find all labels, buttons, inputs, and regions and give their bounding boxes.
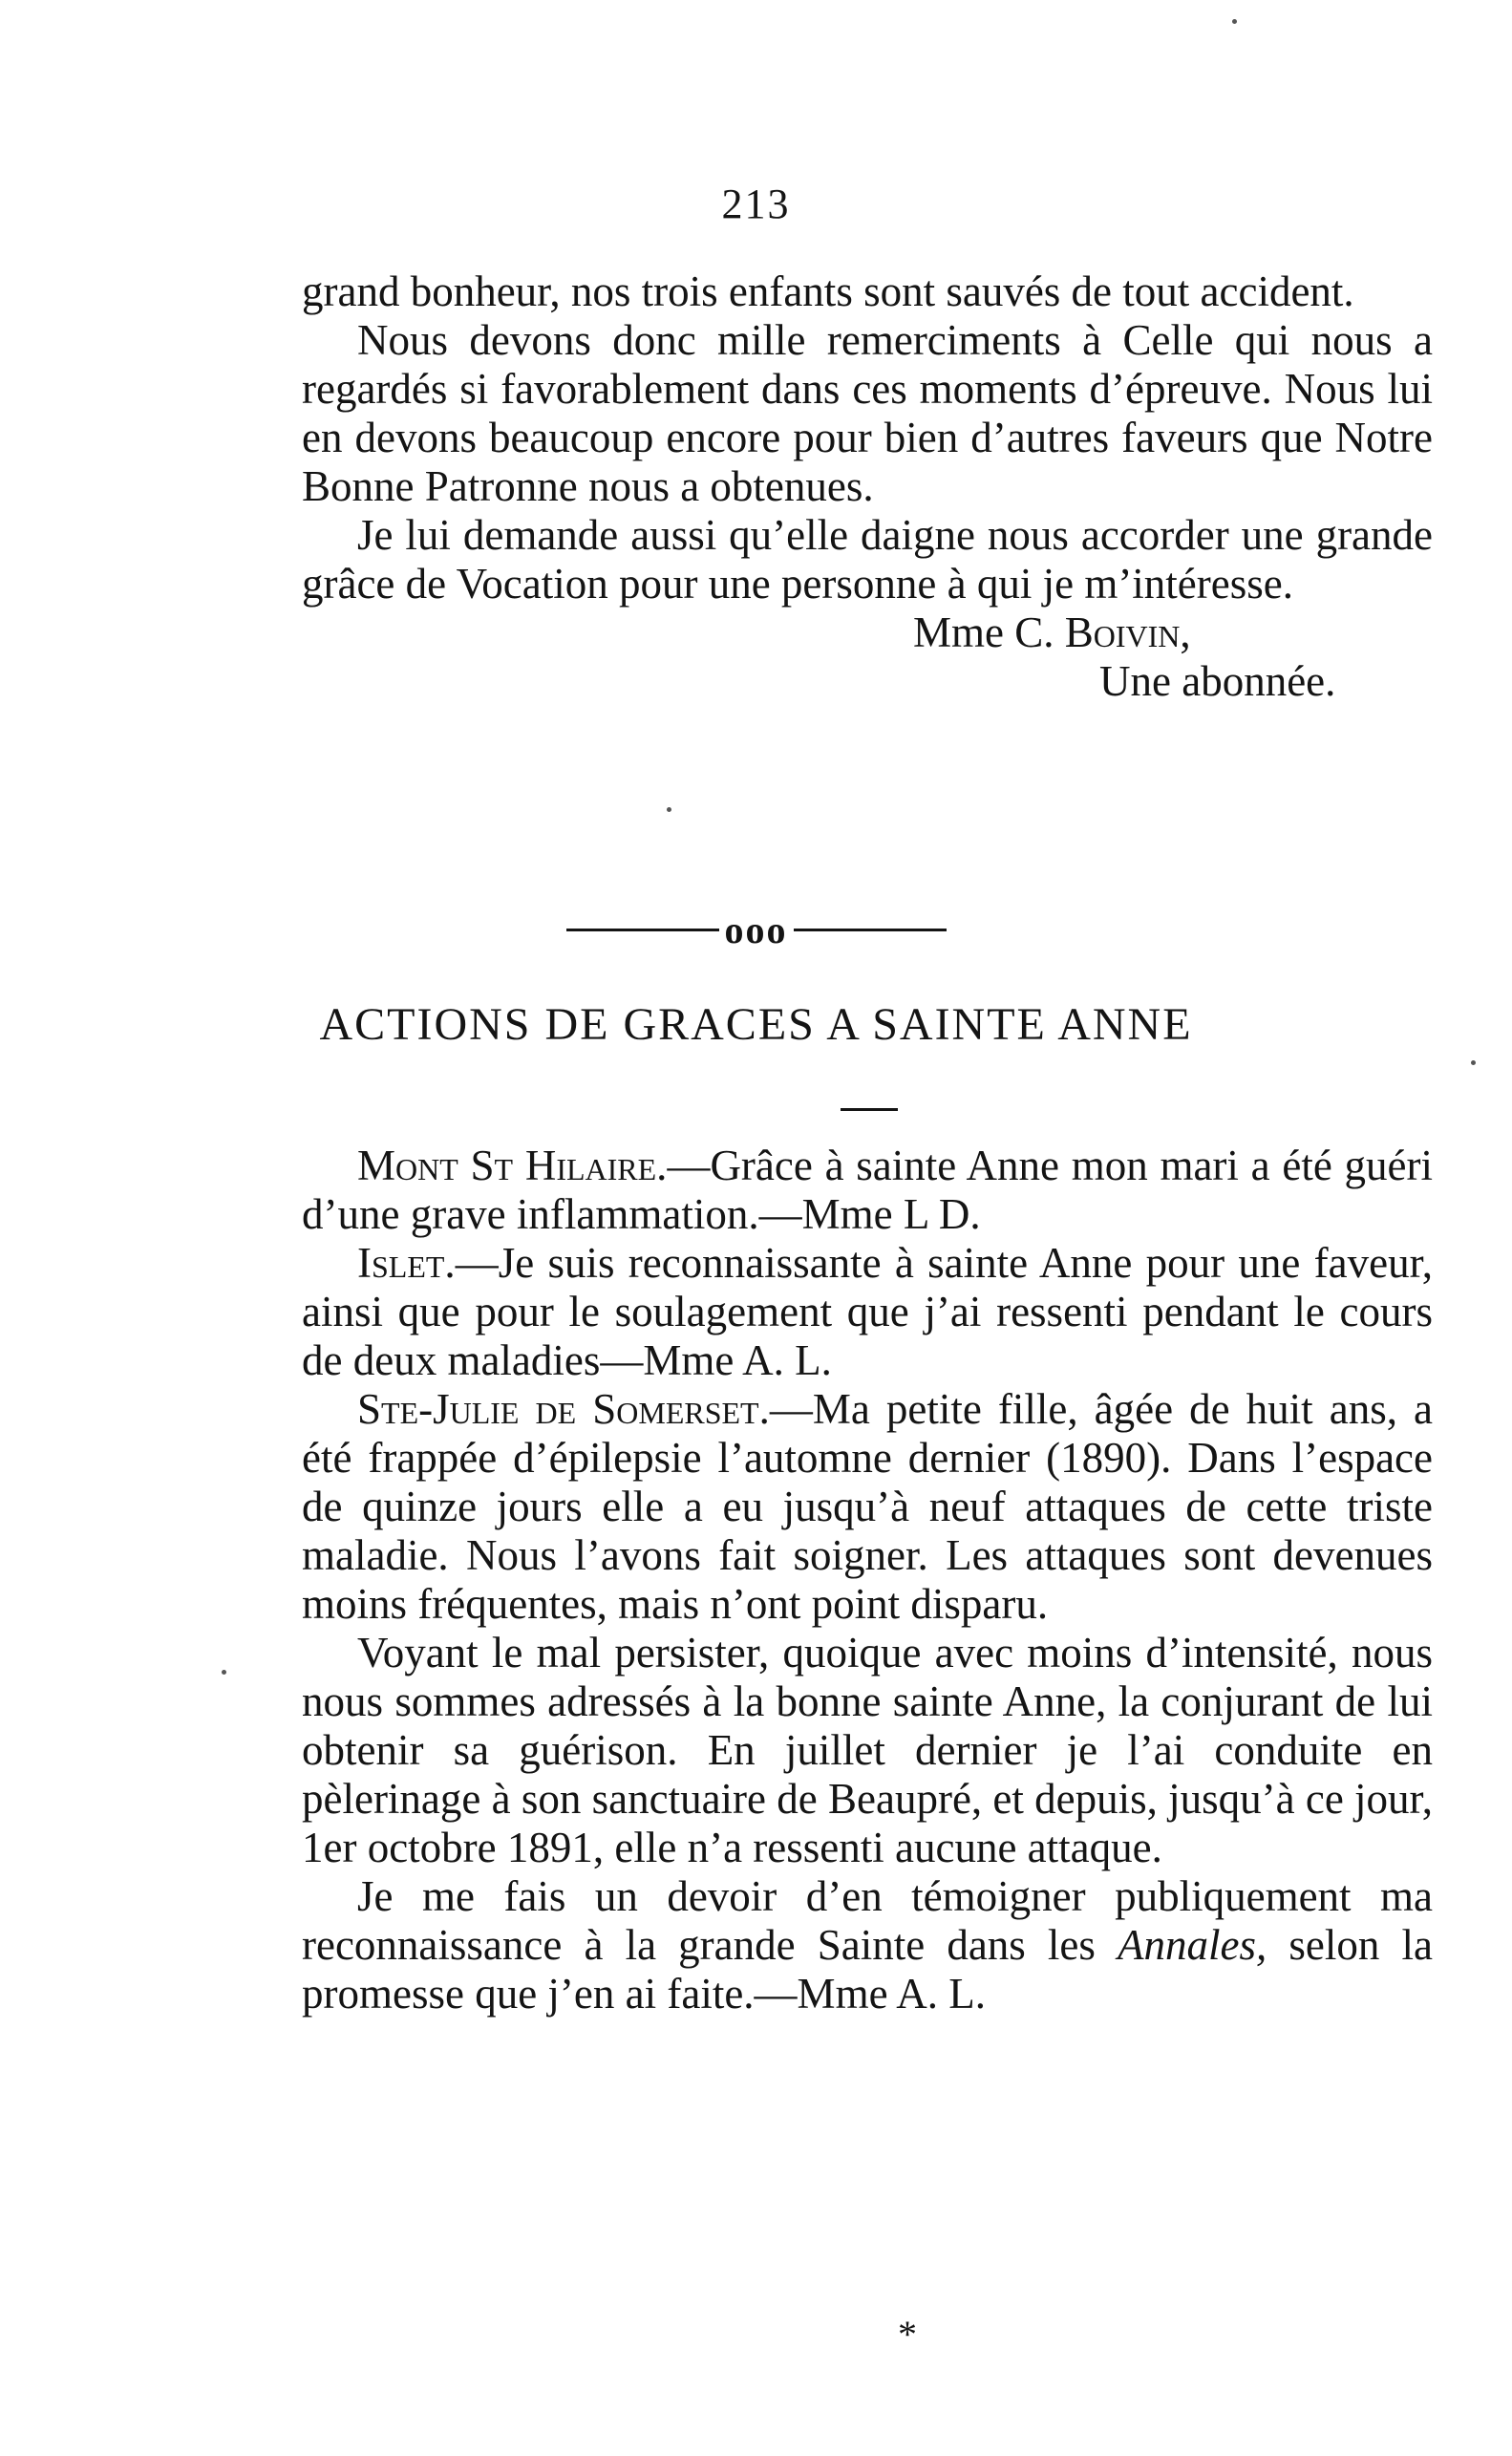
annales-italic: Annales, bbox=[1118, 1921, 1267, 1969]
scan-speck bbox=[222, 1670, 226, 1675]
page-number: 213 bbox=[721, 181, 791, 227]
section-title: ACTIONS DE GRACES A SAINTE ANNE bbox=[319, 999, 1193, 1050]
footer-mark: * bbox=[898, 2313, 917, 2356]
paragraph-thanks: Nous devons donc mille remerciments à Celle qui nous a regardés si favorablement dans ces moments d’épreuve. Nous lui en devons beaucoup encore pour bien d’autres faveurs que Notre Bonne Patronne nous a obtenues. bbox=[302, 316, 1433, 510]
entry-place: Ste-Julie de Somerset. bbox=[357, 1385, 770, 1433]
entry-text: —Je suis reconnaissante à sainte Anne pour une faveur, ainsi que pour le soulagement que j’ai ressenti pendant le cours de deux maladies—Mme A. L. bbox=[302, 1239, 1433, 1384]
scan-speck bbox=[667, 807, 671, 812]
paragraph-continuation: grand bonheur, nos trois enfants sont sauvés de tout accident. bbox=[302, 267, 1354, 315]
entry-islet bbox=[302, 1239, 1433, 1385]
entries-block bbox=[302, 1142, 1433, 2018]
separator-line-left bbox=[566, 929, 719, 931]
separator-ornament bbox=[0, 906, 1512, 951]
top-text-block bbox=[302, 267, 1433, 706]
entry-mont-st-hilaire bbox=[302, 1142, 1433, 1239]
signature-place: Une abonnée. bbox=[1099, 657, 1336, 705]
entry-place: Islet. bbox=[357, 1239, 456, 1287]
paragraph-request: Je lui demande aussi qu’elle daigne nous accorder une grande grâce de Vocation pour une personne à qui je m’intéresse. bbox=[302, 511, 1433, 608]
scan-speck bbox=[1471, 1060, 1476, 1065]
entry-text: —Grâce à sainte Anne mon mari a été guéri d’une grave inflammation.—Mme L D. bbox=[302, 1142, 1433, 1238]
entry-place: Mont St Hilaire. bbox=[357, 1142, 668, 1189]
separator-mark: ooo bbox=[724, 908, 788, 951]
short-divider bbox=[841, 1108, 898, 1111]
signature-name: Mme C. Boivin, bbox=[913, 609, 1191, 656]
separator-line-right bbox=[794, 929, 947, 931]
entry-text: —Ma petite fille, âgée de huit ans, a été frappée d’épilepsie l’automne dernier (1890). Dans l’espace de quinze jours elle a eu jusqu’à neuf attaques de cette triste maladie. Nous l’avons fait soigner. Les attaques sont devenues moins fréquentes, mais n’ont point disparu. bbox=[302, 1385, 1433, 1628]
scan-speck bbox=[1232, 19, 1237, 24]
paragraph-pilgrimage: Voyant le mal persister, quoique avec moins d’intensité, nous nous sommes adressés à la bonne sainte Anne, la conjurant de lui obtenir sa guérison. En juillet dernier je l’ai conduite en pèlerinage à son sanctuaire de Beaupré, et depuis, jusqu’à ce jour, 1er octobre 1891, elle n’a ressenti aucune attaque. bbox=[302, 1629, 1433, 1871]
paragraph-final: Je me fais un devoir d’en témoigner publiquement ma reconnaissance à la grande Sainte dans les Annales, selon la promesse que j’en ai faite.—Mme A. L. bbox=[302, 1872, 1433, 2018]
entry-ste-julie bbox=[302, 1385, 1433, 1629]
